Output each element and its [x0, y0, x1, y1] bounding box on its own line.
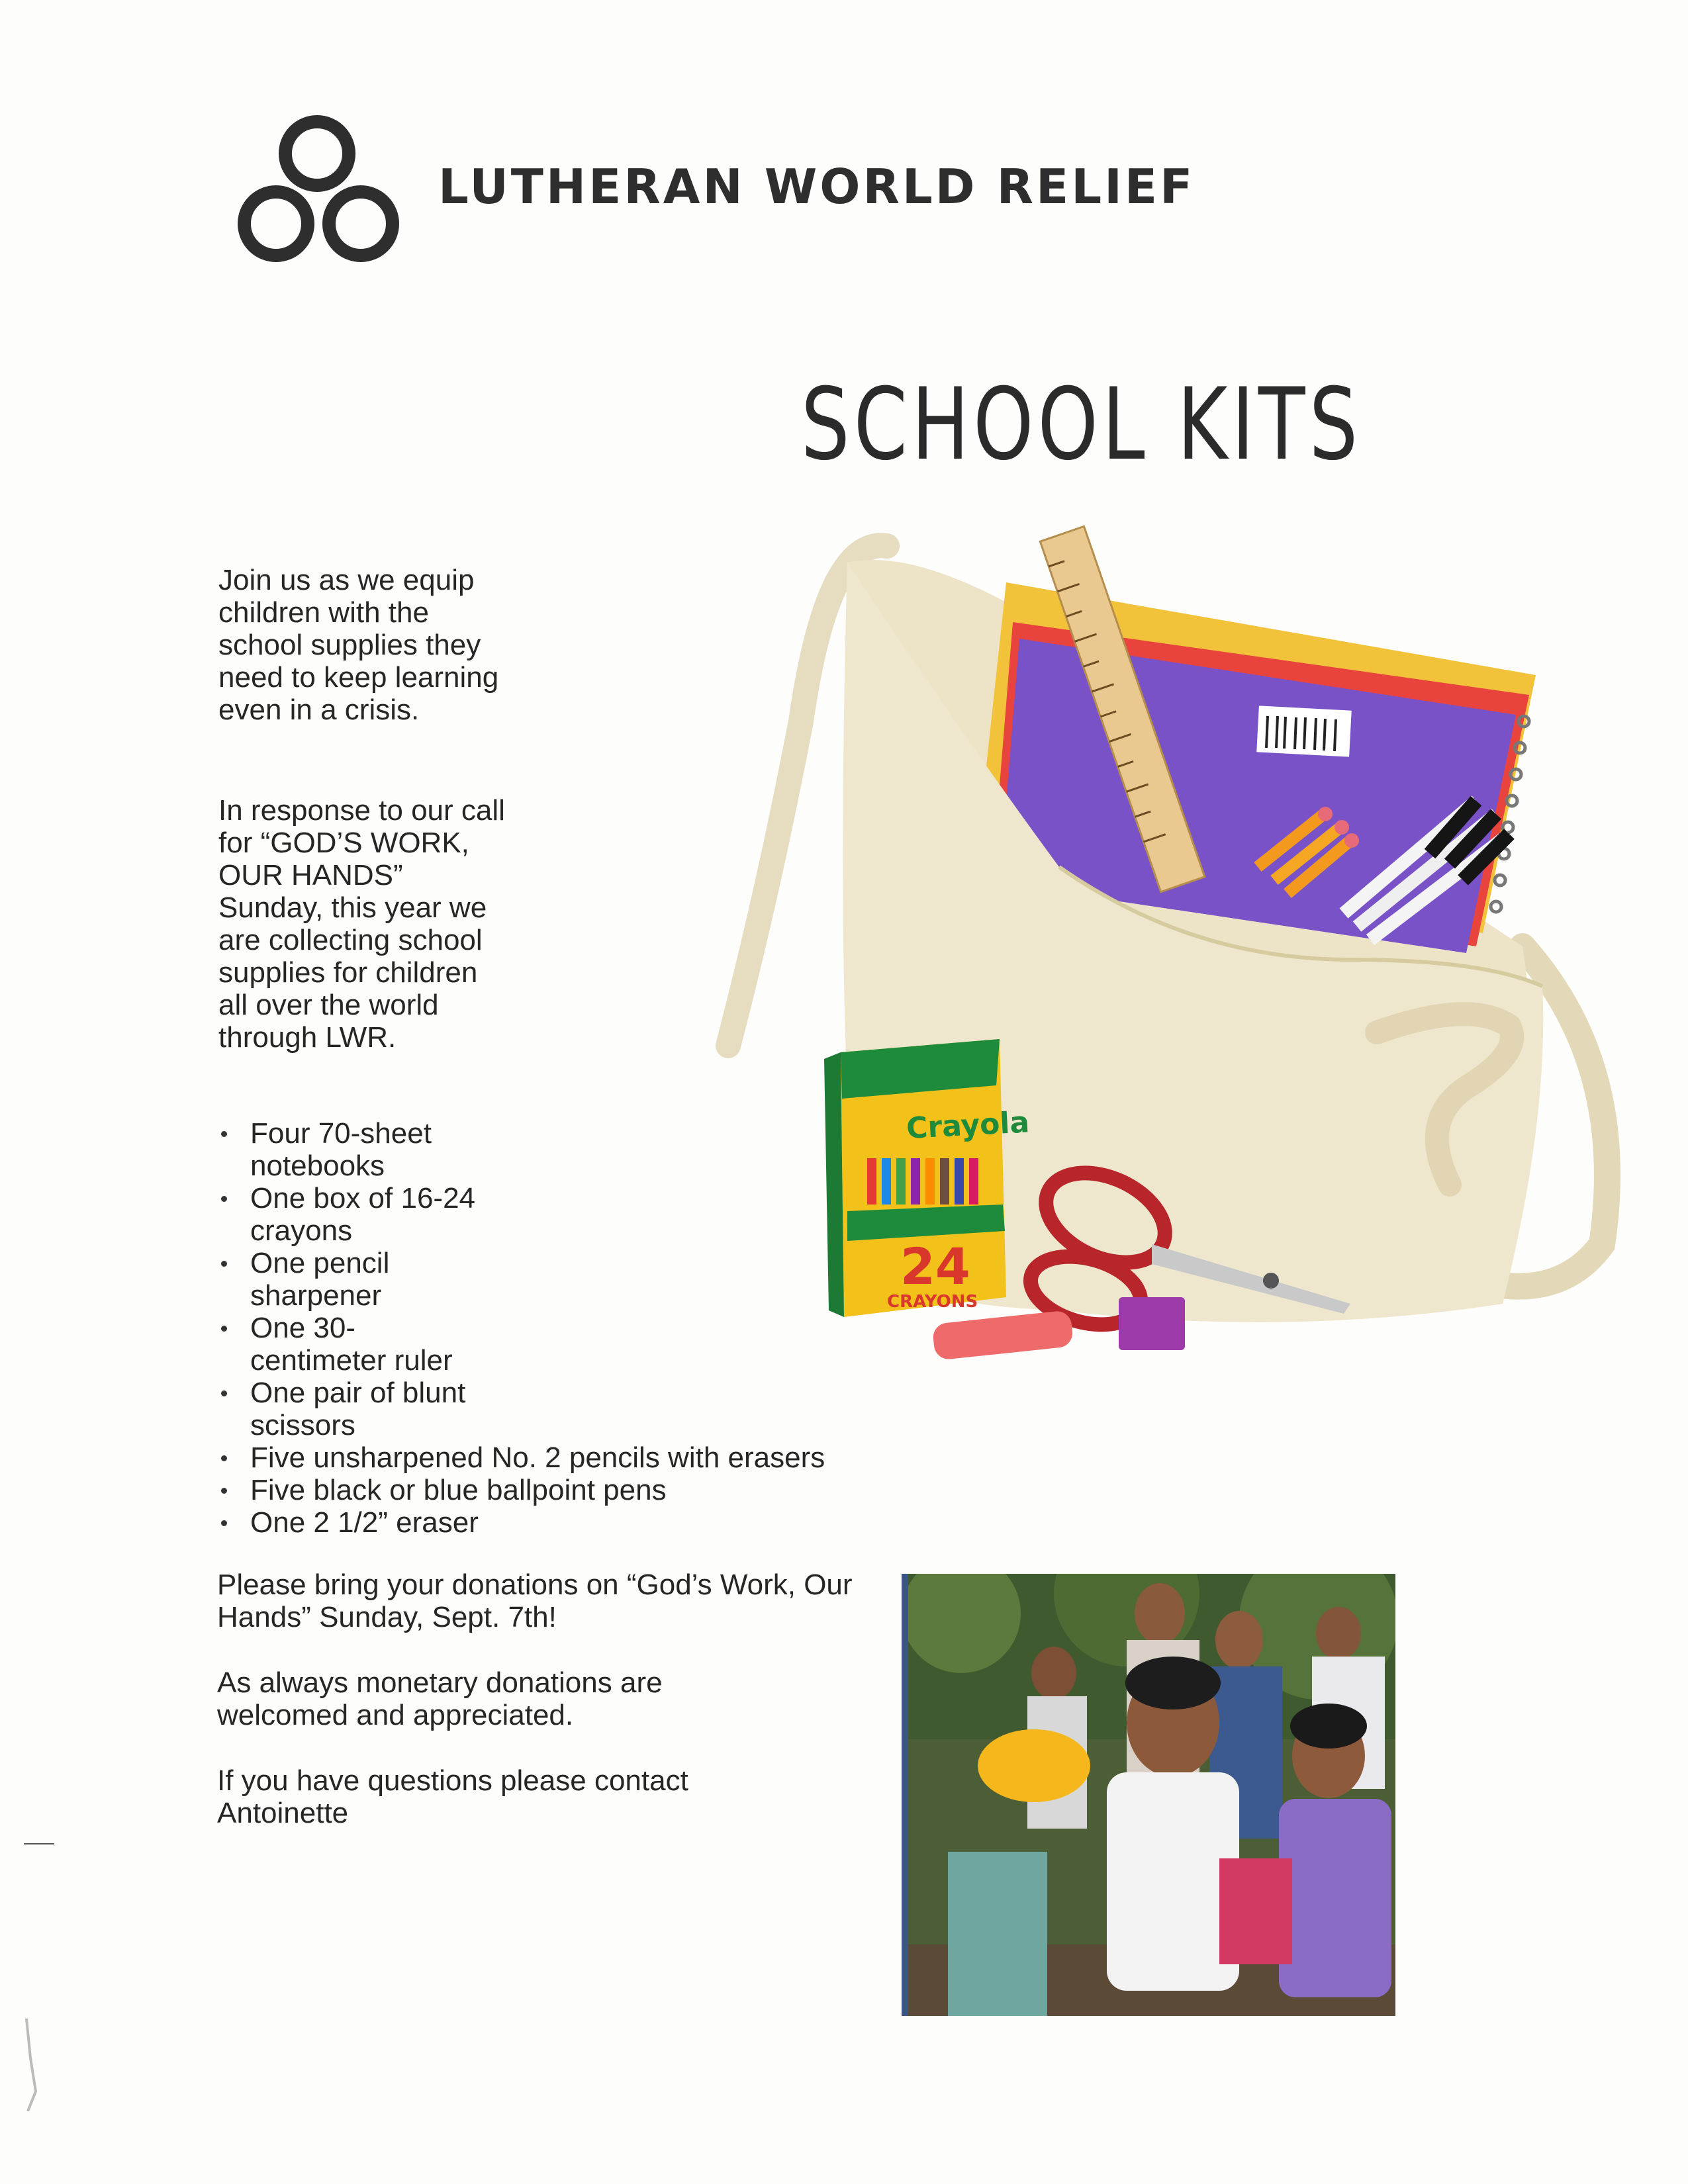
scan-mark — [24, 1843, 54, 1844]
scan-mark — [24, 2019, 38, 2111]
sharpener-icon — [1119, 1297, 1185, 1350]
list-item: One 2 1/2” eraser — [218, 1506, 914, 1539]
list-item: One pair of blunt scissors — [218, 1377, 489, 1441]
org-name: LUTHERAN WORLD RELIEF — [438, 159, 1196, 214]
crayon-count-label: 24 — [900, 1237, 970, 1296]
contact-text: If you have questions please contact Antoinette — [217, 1764, 688, 1829]
donation-date-text: Please bring your donations on “God’s Work, Our Hands” Sunday, Sept. 7th! — [217, 1569, 853, 1633]
list-item: Five unsharpened No. 2 pencils with erasers — [218, 1441, 914, 1474]
crayon-box-icon — [824, 1039, 1030, 1317]
intro-paragraph: In response to our call for “GOD’S WORK, OUR HANDS” Sunday, this year we are collecting school supplies for children all over the world through LWR. — [218, 794, 505, 1054]
lwr-logo-icon — [235, 113, 402, 266]
list-item: Five black or blue ballpoint pens — [218, 1474, 914, 1506]
crayon-word-label: CRAYONS — [887, 1292, 978, 1312]
page-title: SCHOOL KITS — [801, 367, 1362, 482]
monetary-donation-text: As always monetary donations are welcomed and appreciated. — [217, 1666, 663, 1731]
list-item: One box of 16-24 crayons — [218, 1182, 489, 1247]
list-item: Four 70-sheet notebooks — [218, 1117, 489, 1182]
list-item: One pencil sharpener — [218, 1247, 489, 1312]
intro-paragraph: Join us as we equip children with the school supplies they need to keep learning even in a crisis. — [218, 564, 499, 726]
children-photo — [902, 1574, 1395, 2016]
list-item: One 30-centimeter ruler — [218, 1312, 462, 1377]
crayon-brand-label: Crayola — [905, 1105, 1031, 1146]
school-kit-photo — [688, 523, 1628, 1377]
eraser-icon — [932, 1310, 1074, 1361]
